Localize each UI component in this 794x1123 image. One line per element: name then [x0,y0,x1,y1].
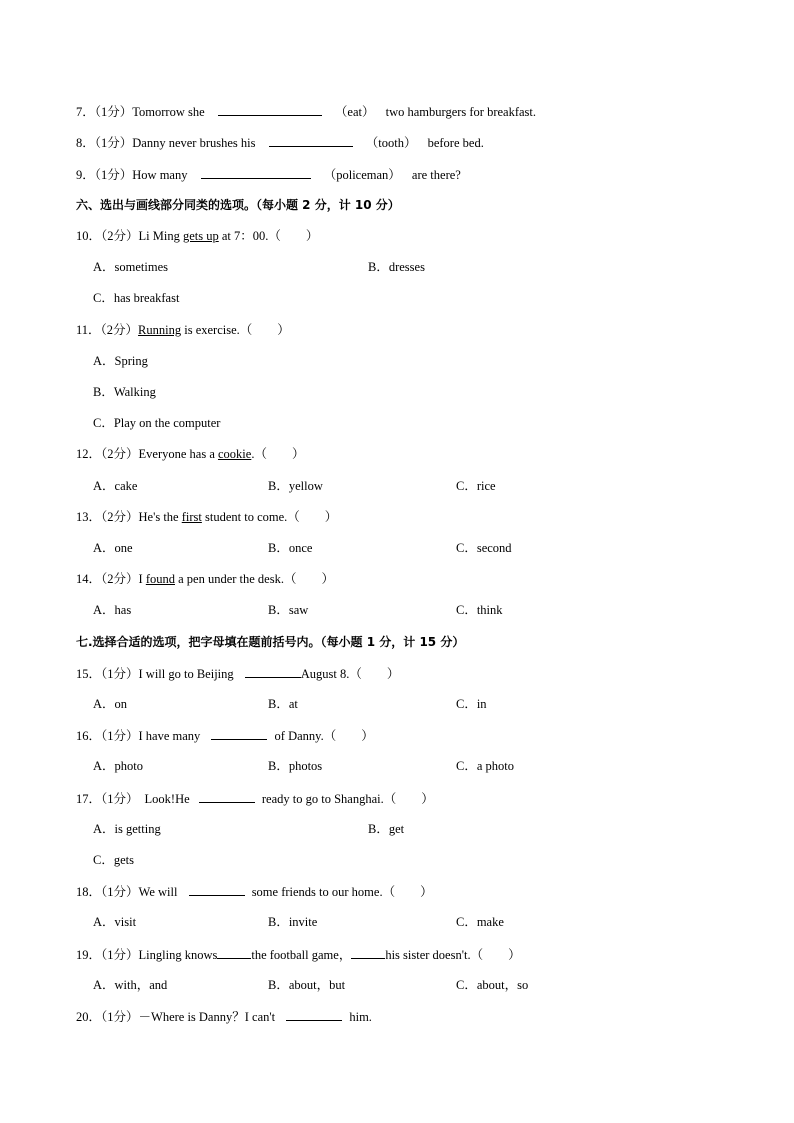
question-number: 18．（1分） [76,885,139,899]
question-text: student to come.（ ） [201,510,338,524]
question-number: 10．（2分） [76,229,139,243]
question-number: 7．（1分） [76,105,133,119]
option-b[interactable]: B．at [268,697,298,711]
answer-blank[interactable] [218,103,322,116]
option-b[interactable]: B．once [268,541,313,555]
question-number: 12．（2分） [76,447,139,461]
question-11 [76,322,290,338]
question-17 [76,790,434,806]
question-number: 20．（1分） [76,1010,139,1024]
option-b[interactable]: B．about，but [268,978,346,992]
question-20 [76,1008,372,1024]
question-text: Lingling knows [138,948,218,962]
question-text: I will go to Beijing [138,667,234,681]
answer-blank[interactable] [286,1008,342,1021]
question-number: 11．（2分） [76,323,139,337]
underlined-word: first [181,510,202,524]
question-text: ready to go to Shanghai.（ ） [261,792,434,806]
answer-blank[interactable] [211,727,267,740]
underlined-word: found [145,572,175,586]
option-a[interactable]: A．sometimes [93,260,168,274]
underlined-word: Running [138,323,182,337]
question-text: How many [132,168,188,182]
question-text: Danny never brushes his [132,136,256,150]
question-text: some friends to our home.（ ） [251,885,433,899]
answer-blank[interactable] [201,166,311,179]
option-b[interactable]: B．dresses [368,260,425,274]
question-text: I [138,572,146,586]
option-b[interactable]: B．Walking [93,385,156,399]
option-a[interactable]: A．cake [93,479,138,493]
option-c[interactable]: C．think [456,603,503,617]
question-text: a pen under the desk.（ ） [174,572,334,586]
question-text: him. [349,1010,372,1024]
question-text: He's the [138,510,182,524]
question-7 [76,103,536,119]
question-13 [76,509,337,525]
question-number: 17．（1分） [76,792,139,806]
question-text: before bed. [427,136,484,150]
question-text: of Danny.（ ） [274,729,374,743]
option-c[interactable]: C．has breakfast [93,291,180,305]
question-text: at 7：00.（ ） [218,229,319,243]
section-7-heading: 七.选择合适的选项，把字母填在题前括号内。（每小题 1 分，计 15 分） [76,635,465,649]
question-text: Everyone has a [138,447,218,461]
answer-blank[interactable] [217,946,251,959]
question-number: 8．（1分） [76,136,133,150]
question-text: two hamburgers for breakfast. [385,105,537,119]
question-text: Tomorrow she [132,105,205,119]
answer-blank[interactable] [245,665,301,678]
option-a[interactable]: A．is getting [93,822,161,836]
question-text: the football game， [251,948,352,962]
question-text: August 8.（ ） [300,667,400,681]
question-12 [76,446,304,462]
hint-word: （policeman） [323,168,401,182]
question-text: We will [138,885,178,899]
hint-word: （tooth） [365,136,417,150]
option-b[interactable]: B．saw [268,603,309,617]
question-text: is exercise.（ ） [181,323,290,337]
question-number: 14．（2分） [76,572,139,586]
question-number: 9．（1分） [76,168,133,182]
question-text: .（ ） [251,447,305,461]
answer-blank[interactable] [199,790,255,803]
question-8 [76,134,484,150]
answer-blank[interactable] [351,946,385,959]
question-text: Li Ming [138,229,183,243]
option-b[interactable]: B．get [368,822,405,836]
question-14 [76,571,334,587]
question-number: 15．（1分） [76,667,139,681]
option-a[interactable]: A．Spring [93,354,148,368]
option-a[interactable]: A．visit [93,915,137,929]
option-c[interactable]: C．a photo [456,759,514,773]
underlined-word: cookie [218,447,252,461]
option-c[interactable]: C．in [456,697,487,711]
option-a[interactable]: A．one [93,541,133,555]
option-c[interactable]: C．about，so [456,978,529,992]
question-19 [76,946,521,962]
option-c[interactable]: C．gets [93,853,134,867]
question-text: Look!He [144,792,190,806]
question-text: I have many [138,729,201,743]
question-15 [76,665,399,681]
question-9 [76,166,461,182]
section-6-heading: 六、选出与画线部分同类的选项。（每小题 2 分，计 10 分） [76,198,400,212]
option-c[interactable]: C．second [456,541,512,555]
question-number: 16．（1分） [76,729,139,743]
underlined-word: gets up [182,229,219,243]
question-text: his sister doesn't.（ ） [385,948,521,962]
option-a[interactable]: A．photo [93,759,144,773]
answer-blank[interactable] [189,883,245,896]
option-a[interactable]: A．with，and [93,978,168,992]
question-10 [76,228,318,244]
option-a[interactable]: A．on [93,697,128,711]
option-b[interactable]: B．yellow [268,479,323,493]
option-b[interactable]: B．photos [268,759,323,773]
question-number: 13．（2分） [76,510,139,524]
option-b[interactable]: B．invite [268,915,318,929]
question-18 [76,883,433,899]
option-a[interactable]: A．has [93,603,132,617]
option-c[interactable]: C．Play on the computer [93,416,221,430]
hint-word: （eat） [334,105,375,119]
question-text: －Where is Danny？I can't [138,1010,276,1024]
option-c[interactable]: C．rice [456,479,496,493]
option-c[interactable]: C．make [456,915,504,929]
answer-blank[interactable] [269,134,353,147]
question-16 [76,727,374,743]
question-number: 19．（1分） [76,948,139,962]
question-text: are there? [411,168,461,182]
